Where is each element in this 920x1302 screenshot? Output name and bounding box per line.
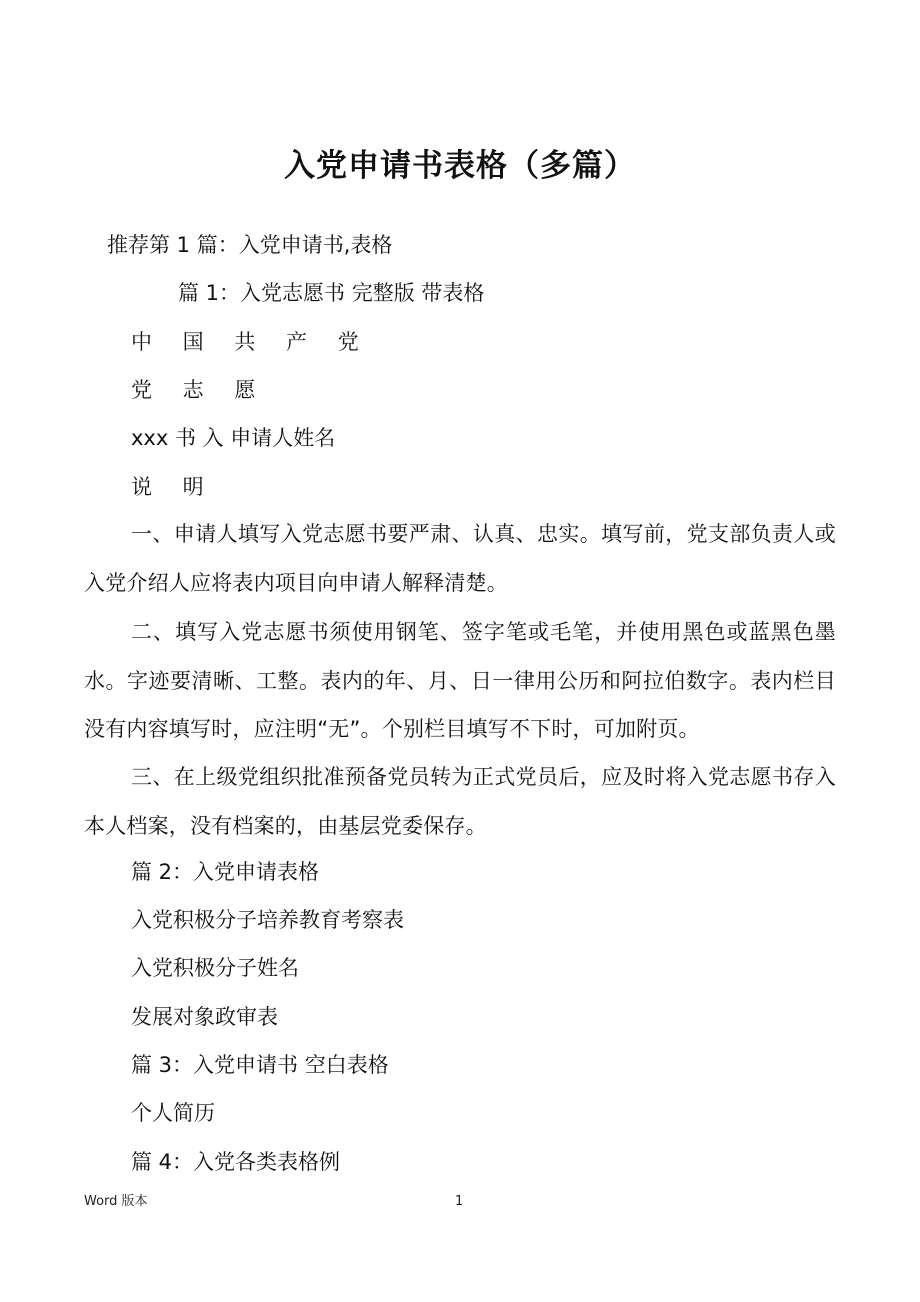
chapter1-heading: 篇 1：入党志愿书 完整版 带表格 bbox=[178, 281, 485, 305]
chapter2-heading: 篇 2：入党申请表格 bbox=[131, 860, 320, 884]
chapter3-heading: 篇 3：入党申请书 空白表格 bbox=[131, 1053, 389, 1077]
footer-version-label: Word 版本 bbox=[84, 1194, 148, 1209]
instruction-paragraph-2: 二、填写入党志愿书须使用钢笔、签字笔或毛笔，并使用黑色或蓝黑色墨水。字迹要清晰、工整。表内的年、月、日一律用公历和阿拉伯数字。表内栏目没有内容填写时，应注明“无”。个别栏目填写不下时，可加附页。 bbox=[84, 620, 836, 741]
document-title: 入党申请书表格（多篇） bbox=[284, 148, 636, 184]
footer-page-number: 1 bbox=[455, 1194, 464, 1209]
chapter4-heading: 篇 4：入党各类表格例 bbox=[131, 1150, 341, 1174]
volunteer-text: 党 志 愿 bbox=[131, 378, 268, 402]
activist-name-label: 入党积极分子姓名 bbox=[131, 956, 299, 980]
instruction-paragraph-1: 一、申请人填写入党志愿书要严肃、认真、忠实。填写前，党支部负责人或入党介绍人应将表内项目向申请人解释清楚。 bbox=[84, 522, 836, 595]
political-review-title: 发展对象政审表 bbox=[131, 1005, 278, 1029]
resume-label: 个人简历 bbox=[131, 1101, 215, 1125]
instructions-heading: 说 明 bbox=[131, 475, 216, 499]
recommend-line: 推荐第 1 篇：入党申请书,表格 bbox=[107, 233, 393, 257]
activist-form-title: 入党积极分子培养教育考察表 bbox=[131, 908, 404, 932]
instruction-paragraph-3: 三、在上级党组织批准预备党员转为正式党员后，应及时将入党志愿书存入本人档案，没有档案的，由基层党委保存。 bbox=[84, 765, 836, 838]
applicant-line: xxx 书 入 申请人姓名 bbox=[131, 426, 336, 450]
party-name: 中 国 共 产 党 bbox=[131, 330, 371, 354]
